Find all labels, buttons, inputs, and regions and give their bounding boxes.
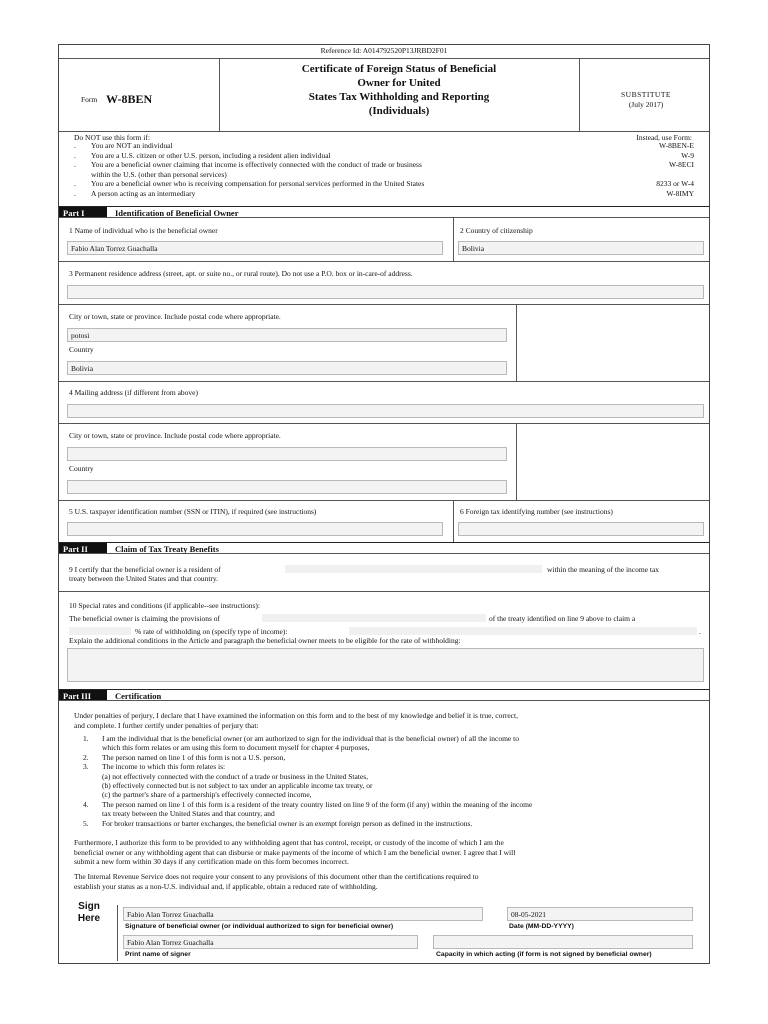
line9-text-a: 9 I certify that the beneficial owner is a resident of (69, 565, 221, 574)
intro-item: . You are NOT an individual W-8BEN-E (74, 141, 694, 150)
part1-bar (59, 206, 709, 218)
treaty-country-field[interactable] (285, 565, 542, 573)
signature-field[interactable]: Fabio Alan Torrez Guachalla (123, 907, 483, 921)
part1-label: Part I (59, 207, 107, 217)
line9-text-c: treaty between the United States and that country. (69, 574, 219, 583)
intro-item: . A person acting as an intermediary W-8IMY (74, 188, 694, 198)
cert-item: tax treaty between the United States and that country, and (102, 809, 275, 819)
line9-text-b: within the meaning of the income tax (547, 565, 660, 574)
certification-list (83, 734, 703, 828)
print-name-label: Print name of signer (125, 951, 191, 958)
intro-item: . You are a beneficial owner who is receiving compensation for personal services performed in the United States 8233 or W-4 (74, 179, 694, 188)
us-tin-field[interactable] (67, 522, 443, 536)
line10-text-a: The beneficial owner is claiming the provisions of (69, 614, 220, 623)
form-name: W-8BEN (106, 92, 153, 106)
title-line-1: Certificate of Foreign Status of Beneficial (301, 63, 497, 75)
instead-use-heading: Instead, use Form: (636, 133, 692, 142)
part2-title: Claim of Tax Treaty Benefits (115, 544, 219, 554)
withholding-rate-field[interactable] (69, 627, 131, 635)
line4-label: 4 Mailing address (if different from above) (69, 388, 198, 397)
additional-conditions-field[interactable] (67, 648, 704, 682)
cert-item: (c) the partner's share of a partnership's effectively connected income, (102, 790, 312, 800)
country-label: Country (69, 345, 94, 354)
intro-item: within the U.S. (other than personal services) (91, 169, 227, 179)
date-label: Date (MM-DD-YYYY) (509, 923, 574, 930)
capacity-label: Capacity in which acting (if form is not signed by beneficial owner) (436, 951, 652, 958)
part3-label: Part III (59, 690, 107, 700)
title-line-3: States Tax Withholding and Reporting (308, 91, 490, 103)
permanent-address-field[interactable] (67, 285, 704, 299)
mail-city-label: City or town, state or province. Include postal code where appropriate. (69, 431, 281, 440)
cert-item: (a) not effectively connected with the conduct of a trade or business in the United States, (102, 771, 369, 781)
certification-intro: Under penalties of perjury, I declare that I have examined the information on this form and to the best of my knowledge and belief it is true, correct, and complete. I further certify under penalties of perjury that: (74, 711, 518, 730)
irs-paragraph: The Internal Revenue Service does not require your consent to any provisions of this document other than the certifications required to establish your status as a non-U.S. individual and, if applicable, obtain a reduced rate of withholding. (74, 872, 479, 891)
reference-id: Reference Id: A014792520P13JRBD2F01 (320, 46, 448, 55)
line3-label: 3 Permanent residence address (street, apt. or suite no., or rural route). Do not use a P.O. box or in-care-of address. (69, 269, 413, 278)
part1-title: Identification of Beneficial Owner (115, 208, 239, 218)
form-prefix: Form (81, 95, 98, 104)
country-of-citizenship-field[interactable]: Bolivia (458, 241, 704, 255)
mail-country-field[interactable] (67, 480, 507, 494)
mail-city-field[interactable] (67, 447, 507, 461)
city-label: City or town, state or province. Include postal code where appropriate. (69, 312, 281, 321)
form-title (221, 62, 577, 118)
intro-list (74, 141, 694, 198)
print-name-field[interactable]: Fabio Alan Torrez Guachalla (123, 935, 418, 949)
cert-item: 4. The person named on line 1 of this form is a resident of the treaty country listed on line 9 of the form (if any) within the meaning of the income (83, 799, 533, 809)
line5-label: 5 U.S. taxpayer identification number (SSN or ITIN), if required (see instructions) (69, 507, 317, 516)
line10-text-d: Explain the additional conditions in the Article and paragraph the beneficial owner meets to be eligible for the rate of withholding: (69, 636, 461, 645)
beneficial-owner-name-field[interactable]: Fabio Alan Torrez Guachalla (67, 241, 443, 255)
mailing-address-field[interactable] (67, 404, 704, 418)
line6-label: 6 Foreign tax identifying number (see instructions) (460, 507, 613, 516)
city-field[interactable]: potosi (67, 328, 507, 342)
foreign-tin-field[interactable] (458, 522, 704, 536)
intro-item: . You are a U.S. citizen or other U.S. person, including a resident alien individual W-9 (74, 150, 694, 160)
part2-bar (59, 542, 709, 554)
line2-label: 2 Country of citizenship (460, 226, 533, 235)
cert-item: 1. I am the individual that is the beneficial owner (or am authorized to sign for the individual that is the beneficial owner) of all the income to (83, 734, 519, 743)
mail-country-label: Country (69, 464, 94, 473)
line10-text-b: of the treaty identified on line 9 above to claim a (489, 614, 636, 623)
line10-title: 10 Special rates and conditions (if applicable--see instructions): (69, 601, 260, 610)
signature-label: Signature of beneficial owner (or individual authorized to sign for beneficial owner) (125, 923, 394, 930)
cert-item: (b) effectively connected but is not subject to tax under an applicable income tax treaty, or (102, 780, 373, 790)
capacity-field[interactable] (433, 935, 693, 949)
part2-label: Part II (59, 543, 107, 553)
date-field[interactable]: 08-05-2021 (507, 907, 693, 921)
country-field[interactable]: Bolivia (67, 361, 507, 375)
title-line-4: (Individuals) (368, 105, 430, 117)
cert-item: which this form relates or am using this form to document myself for chapter 4 purposes, (102, 743, 370, 753)
line1-label: 1 Name of individual who is the beneficial owner (69, 226, 218, 235)
substitute-label: SUBSTITUTE (621, 90, 671, 99)
intro-item: . You are a beneficial owner claiming that income is effectively connected with the conduct of trade or business W-8ECI (74, 160, 694, 169)
w8ben-form: Reference Id: A014792520P13JRBD2F01 Form W-8BEN Certificate of Foreign Status of Beneficial Owner for United States Tax Withholding and Reporting (Individuals) SUBSTITUTE (July 2017) Do NOT use this form if: Instead, use Form: . You are NOT an individual W-8BEN-E . You are a U.S. citizen or other U.S. person, including a resident alien individual W-9 . You are a beneficial owner claiming that income is effectively connected with the conduct of trade or business W-8ECI within the U.S. (other than personal services) . You are a beneficial owner who is receiving compensation for personal services performed in the United States 8233 or W-4 . A person acting as an intermediary W-8IMY Part I Identification of Beneficial Owner 1 Name of individual who is the beneficial owner Fabio Alan Torrez Guachalla 2 Country of citizenship Bolivia 3 Permanent residence address (street, apt. or suite no., or rural route). Do not use a P.O. box or in-care-of address. City or town, state or province. Include postal code where appropriate. potosi Country Bolivia 4 Mailing address (if different from above) City or town, state or province. Include postal code where appropriate. Country 5 U.S. taxpayer identification number (SSN or ITIN), if required (see instructions) 6 Foreign tax identifying number (see instructions) Part II Claim of Tax Treaty Benefits 9 I certify that the beneficial owner is a resident of within the meaning of the income tax treaty between the United States and that country. 10 Special rates and conditions (if applicable--see instructions): The beneficial owner is claiming the provisions of of the treaty identified on line 9 above to claim a % rate of withholding on (specify type of income): . Explain the additional conditions in the Article and paragraph the beneficial owner meets to be eligible for the rate of withholding: Part III Certification Under penalties of perjury, I declare that I have examined the information on this form and to the best of my knowledge and belief it is true, correct, and complete. I further certify under penalties of perjury that: 1. I am the individual that is the beneficial owner (or am authorized to sign for the individual that is the beneficial owner) of all the income to which this form relates or am using this form to document myself for chapter 4 purposes, 2. The person named on line 1 of this form is not a U.S. person, 3. The income to which this form relates is: (a) not effectively connected with the conduct of a trade or business in the United States, (b) effectively connected but is not subject to tax under an applicable income tax treaty, or (c) the partner's share of a partnership's effectively connected income, 4. The person named on line 1 of this form is a resident of the treaty country listed on line 9 of the form (if any) within the meaning of the income tax treaty between the United States and that country, and 5. For broker transactions or barter exchanges, the beneficial owner is an exempt foreign person as defined in the instructions. Furthermore, I authorize this form to be provided to any withholding agent that has control, receipt, or custody of the income of which I am the beneficial owner or any withholding agent that can disburse or make payments of the income of which I am the beneficial owner. I agree that I will submit a new form within 30 days if any certification made on this form becomes incorrect. The Internal Revenue Service does not require your consent to any provisions of this document other than the certifications required to establish your status as a non-U.S. individual and, if applicable, obtain a reduced rate of withholding. Sign Here Fabio Alan Torrez Guachalla Signature of beneficial owner (or individual authorized to sign for beneficial owner) 08-05-2021 Date (MM-DD-YYYY) Fabio Alan Torrez Guachalla Print name of signer Capacity in which acting (if form is not signed by beneficial owner) (58, 44, 710, 964)
treaty-article-field[interactable] (262, 614, 486, 622)
cert-item: 5. For broker transactions or barter exchanges, the beneficial owner is an exempt foreign person as defined in the instructions. (83, 818, 473, 828)
line10-text-c: % rate of withholding on (specify type of income): (135, 627, 288, 636)
title-line-2: Owner for United (357, 77, 441, 89)
part3-bar (59, 689, 709, 701)
cert-item: 2. The person named on line 1 of this form is not a U.S. person, (83, 752, 286, 762)
cert-item: 3. The income to which this form relates is: (83, 762, 226, 772)
form-date: (July 2017) (628, 100, 664, 109)
part3-title: Certification (115, 691, 162, 701)
furthermore-paragraph: Furthermore, I authorize this form to be provided to any withholding agent that has control, receipt, or custody of the income of which I am the beneficial owner or any withholding agent that can disburse or make payments of the income of which I am the beneficial owner. I agree that I will submit a new form within 30 days if any certification made on this form becomes incorrect. (74, 838, 516, 866)
income-type-field[interactable] (349, 627, 697, 635)
do-not-use-heading: Do NOT use this form if: (74, 133, 150, 142)
sign-here-label: Sign Here (77, 901, 101, 924)
form-header (59, 59, 711, 131)
